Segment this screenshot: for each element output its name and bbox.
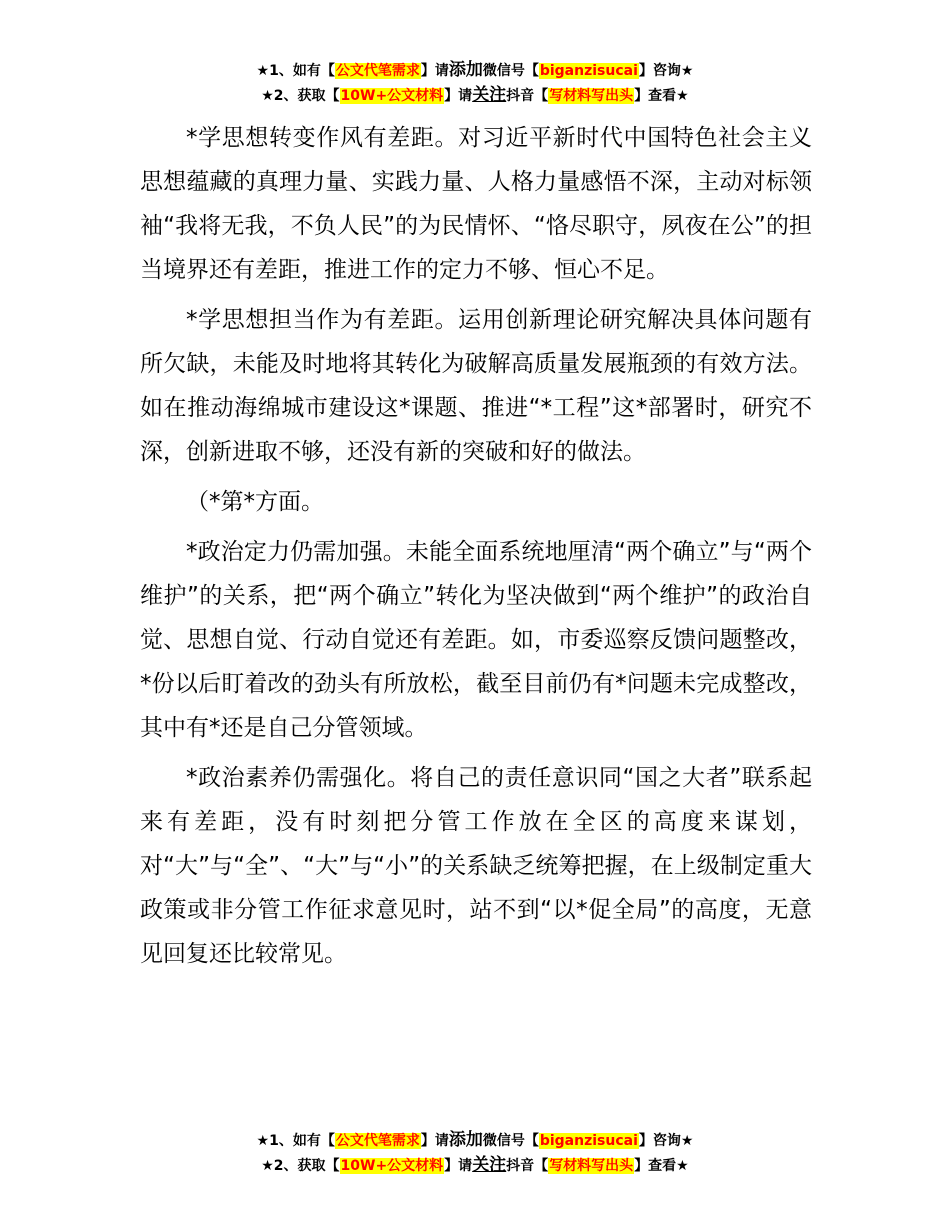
- banner-emphasis: 关注: [472, 1155, 507, 1175]
- header-banner: [0, 58, 950, 108]
- banner-text: ★1、如有【: [256, 1133, 335, 1149]
- banner-emphasis: 添加: [448, 60, 483, 80]
- banner-text: ★2、获取【: [261, 1158, 340, 1174]
- banner-text: 】查看★: [634, 88, 689, 104]
- banner-highlight: 10W+公文材料: [340, 1158, 444, 1174]
- paragraph: （*第*方面。: [186, 489, 324, 515]
- banner-text: ★1、如有【: [256, 63, 335, 79]
- banner-text: 微信号【: [482, 1133, 539, 1149]
- banner-text: 】咨询★: [638, 1133, 694, 1149]
- banner-line-1: [0, 1128, 950, 1153]
- banner-text: ★2、获取【: [261, 88, 340, 104]
- banner-text: 抖音【: [506, 88, 549, 104]
- banner-emphasis: 添加: [448, 1130, 483, 1150]
- banner-highlight: 写材料写出头: [549, 88, 634, 104]
- paragraph: *学思想担当作为有差距。运用创新理论研究解决具体问题有所欠缺，未能及时地将其转化为破解高质量发展瓶颈的有效方法。如在推动海绵城市建设这*课题、推进“*工程”这*部署时，研究不深，创新进取不够，还没有新的突破和好的做法。: [140, 307, 812, 465]
- banner-highlight: 10W+公文材料: [340, 88, 444, 104]
- document-body: [140, 116, 812, 982]
- paragraph: *政治素养仍需强化。将自己的责任意识同“国之大者”联系起来有差距，没有时刻把分管工作放在全区的高度来谋划，对“大”与“全”、“大”与“小”的关系缺乏统筹把握，在上级制定重大政策或非分管工作征求意见时，站不到“以*促全局”的高度，无意见回复还比较常见。: [140, 765, 812, 967]
- banner-emphasis: 关注: [472, 85, 507, 105]
- banner-line-1: [0, 58, 950, 83]
- paragraph: *学思想转变作风有差距。对习近平新时代中国特色社会主义思想蕴藏的真理力量、实践力量、人格力量感悟不深，主动对标领袖“我将无我，不负人民”的为民情怀、“恪尽职守，夙夜在公”的担当境界还有差距，推进工作的定力不够、恒心不足。: [140, 125, 812, 283]
- banner-text: 】咨询★: [638, 63, 694, 79]
- banner-line-2: [0, 1153, 950, 1178]
- banner-highlight: biganzisucai: [539, 1133, 638, 1149]
- footer-banner: [0, 1128, 950, 1178]
- banner-line-2: [0, 83, 950, 108]
- paragraph: *政治定力仍需加强。未能全面系统地厘清“两个确立”与“两个维护”的关系，把“两个确立”转化为坚决做到“两个维护”的政治自觉、思想自觉、行动自觉还有差距。如，市委巡察反馈问题整改，*份以后盯着改的劲头有所放松，截至目前仍有*问题未完成整改，其中有*还是自己分管领域。: [140, 539, 812, 741]
- banner-highlight: 公文代笔需求: [335, 1133, 420, 1149]
- banner-text: 】请: [444, 1158, 473, 1174]
- banner-text: 抖音【: [506, 1158, 549, 1174]
- banner-text: 】查看★: [634, 1158, 689, 1174]
- banner-highlight: 写材料写出头: [549, 1158, 634, 1174]
- banner-text: 】请: [420, 63, 449, 79]
- banner-highlight: 公文代笔需求: [335, 63, 420, 79]
- banner-text: 微信号【: [482, 63, 539, 79]
- banner-text: 】请: [444, 88, 473, 104]
- banner-text: 】请: [420, 1133, 449, 1149]
- banner-highlight: biganzisucai: [539, 63, 638, 79]
